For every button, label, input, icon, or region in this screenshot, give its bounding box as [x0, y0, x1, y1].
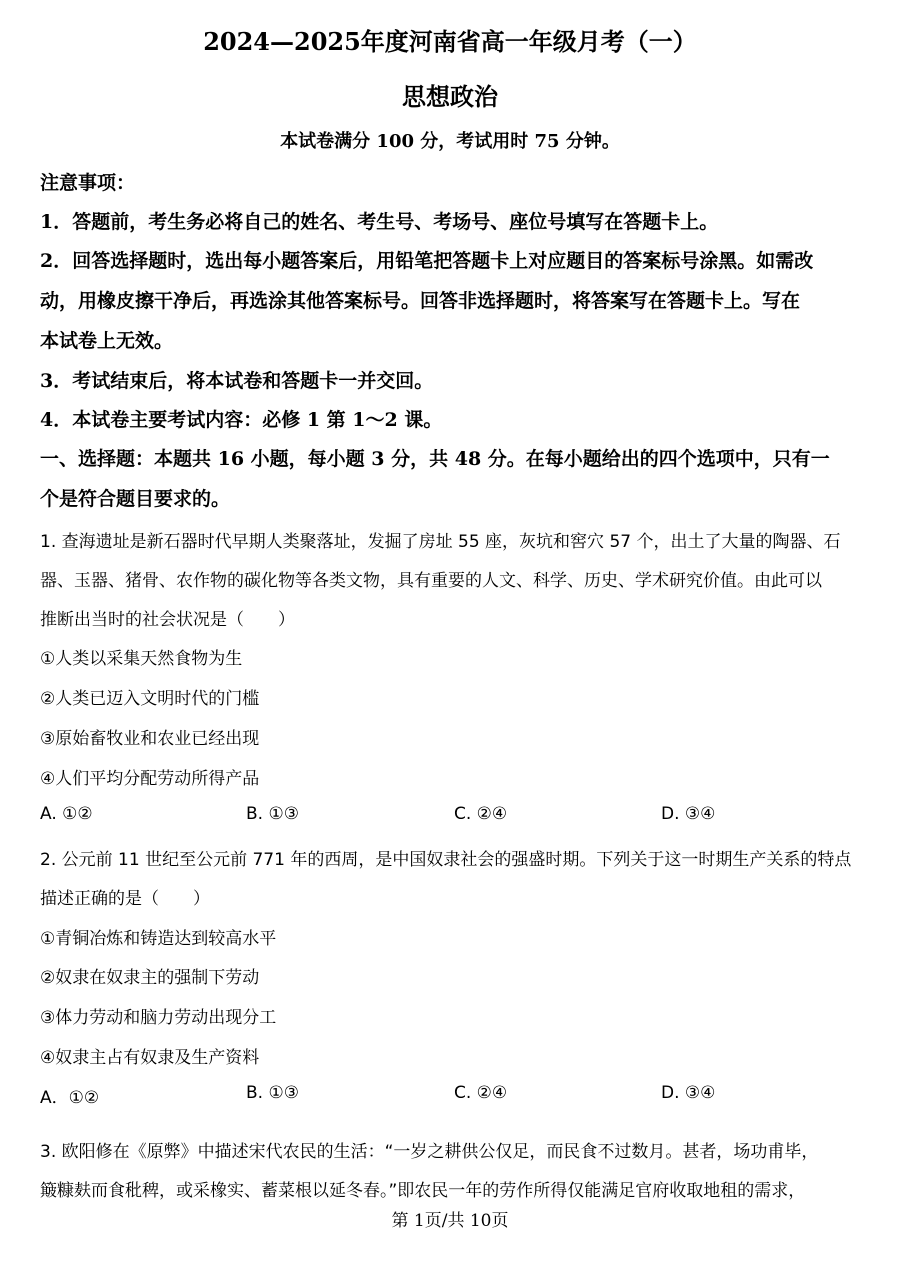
note-item-4: 4．本试卷主要考试内容：必修 1 第 1～2 课。 [40, 409, 443, 431]
q1-statement-3: ③原始畜牧业和农业已经出现 [40, 729, 260, 749]
q1-statement-4: ④人们平均分配劳动所得产品 [40, 769, 260, 789]
q1-option-d: D. ③④ [661, 804, 716, 824]
q1-option-a: A. ①② [40, 804, 93, 824]
q2-option-b: B. ①③ [246, 1083, 299, 1103]
section-1-heading-line-2: 个是符合题目要求的。 [40, 488, 231, 510]
q3-stem-line-2: 簸糠麸而食秕稗，或采橡实、蓄菜根以延冬春。”即农民一年的劳作所得仅能满足官府收取地租的需求， [40, 1181, 806, 1201]
q2-statement-2: ②奴隶在奴隶主的强制下劳动 [40, 968, 260, 988]
exam-info: 本试卷满分 100 分，考试用时 75 分钟。 [280, 131, 620, 152]
q1-statement-2: ②人类已迈入文明时代的门槛 [40, 689, 260, 709]
note-item-1: 1．答题前，考生务必将自己的姓名、考生号、考场号、座位号填写在答题卡上。 [40, 211, 719, 233]
note-item-2-line-1: 2．回答选择题时，选出每小题答案后，用铅笔把答题卡上对应题目的答案标号涂黑。如需改 [40, 250, 814, 272]
note-item-2-line-2: 动，用橡皮擦干净后，再选涂其他答案标号。回答非选择题时，将答案写在答题卡上。写在 [40, 290, 801, 312]
page-number: 第 1页/共 10页 [391, 1211, 509, 1231]
q2-stem-line-2: 描述正确的是（ ） [40, 889, 210, 909]
q1-statement-1: ①人类以采集天然食物为生 [40, 649, 243, 669]
q1-stem-line-1: 1. 查海遗址是新石器时代早期人类聚落址，发掘了房址 55 座，灰坑和窖穴 57 个，出土了大量的陶器、石 [40, 532, 841, 552]
q2-option-c: C. ②④ [454, 1083, 508, 1103]
q2-option-a: A．①② [40, 1088, 100, 1108]
exam-title: 2024—2025年度河南省高一年级月考（一） [203, 27, 697, 56]
subject-title: 思想政治 [402, 82, 498, 111]
q1-options [40, 804, 880, 828]
section-1-heading-line-1: 一、选择题：本题共 16 小题，每小题 3 分，共 48 分。在每小题给出的四个选项中，只有一 [40, 448, 830, 470]
q2-statement-4: ④奴隶主占有奴隶及生产资料 [40, 1048, 260, 1068]
q1-stem-line-2: 器、玉器、猪骨、农作物的碳化物等各类文物，具有重要的人文、科学、历史、学术研究价值。由此可以 [40, 571, 822, 591]
q3-stem-line-1: 3. 欧阳修在《原弊》中描述宋代农民的生活：“一岁之耕供公仅足，而民食不过数月。甚者，场功甫毕， [40, 1142, 819, 1162]
q2-stem-line-1: 2. 公元前 11 世纪至公元前 771 年的西周，是中国奴隶社会的强盛时期。下列关于这一时期生产关系的特点 [40, 850, 852, 870]
q2-statement-1: ①青铜冶炼和铸造达到较高水平 [40, 929, 277, 949]
q2-options [40, 1083, 880, 1107]
q1-option-c: C. ②④ [454, 804, 508, 824]
q2-option-d: D. ③④ [661, 1083, 716, 1103]
notes-heading: 注意事项： [40, 172, 136, 194]
note-item-2-line-3: 本试卷上无效。 [40, 330, 174, 352]
q1-stem-line-3: 推断出当时的社会状况是（ ） [40, 610, 295, 630]
note-item-3: 3．考试结束后，将本试卷和答题卡一并交回。 [40, 370, 434, 392]
q1-option-b: B. ①③ [246, 804, 299, 824]
q2-statement-3: ③体力劳动和脑力劳动出现分工 [40, 1008, 277, 1028]
